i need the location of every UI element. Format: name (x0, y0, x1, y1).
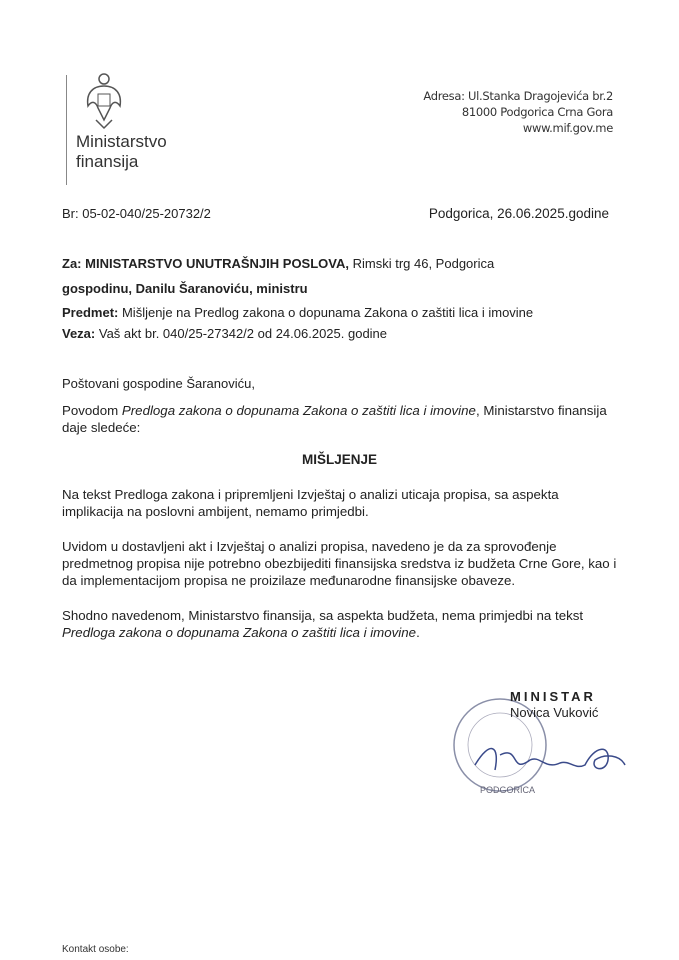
subject-text: Mišljenje na Predlog zakona o dopunama Zakona o zaštiti lica i imovine (118, 305, 534, 320)
stamp-city: PODGORICA (480, 785, 536, 795)
signatory-title: MINISTAR (510, 689, 596, 704)
contact-label: Kontakt osobe: (62, 944, 129, 955)
opinion-heading: MIŠLJENJE (301, 452, 378, 467)
handwritten-signature-icon (470, 735, 630, 780)
veza-label: Veza: (62, 326, 96, 341)
subject-label: Predmet: (62, 305, 119, 320)
recipient-org: MINISTARSTVO UNUTRAŠNJIH POSLOVA, (85, 256, 349, 271)
za-label: Za: (62, 256, 82, 271)
place-date: Podgorica, 26.06.2025.godine (428, 206, 609, 221)
header-divider (66, 75, 67, 185)
recipient-line (62, 256, 494, 271)
veza-text: Vaš akt br. 040/25-27342/2 od 24.06.2025. godine (95, 326, 388, 341)
paragraph-1: Na tekst Predloga zakona i pripremljeni Izvještaj o analizi uticaja propisa, sa aspekta implikacija na poslovni ambijent, nemamo primjedbi. (62, 487, 559, 519)
intro-law-title: Predloga zakona o dopunama Zakona o zaštiti lica i imovine (121, 403, 476, 418)
coat-of-arms-icon (82, 72, 126, 130)
signatory-name: Novica Vuković (510, 705, 599, 720)
paragraph-3-end: . (416, 625, 420, 640)
intro-text-end: , Ministarstvo finansija daje sledeće: (62, 403, 607, 435)
paragraph-3-law-title: Predloga zakona o dopunama Zakona o zaštiti lica i imovine (62, 625, 417, 640)
recipient-address: Rimski trg 46, Podgorica (349, 256, 495, 271)
intro-paragraph (62, 402, 618, 436)
paragraph-3 (62, 607, 618, 641)
website-link[interactable]: www.mif.gov.me (522, 121, 613, 135)
ministry-name (76, 132, 167, 172)
intro-text: Povodom (62, 403, 122, 418)
reference-number: Br: 05-02-040/25-20732/2 (62, 206, 211, 221)
paragraph-2: Uvidom u dostavljeni akt i Izvještaj o analizi propisa, navedeno je da za sprovođenje predmetnog propisa nije potrebno obezbijediti finansijska sredstva iz budžeta Crne Gore, kao i da implementacijom propisa ne proizilaze međunarodne finansijske obaveze. (62, 539, 617, 588)
reference-line (62, 326, 387, 341)
address-street: Adresa: Ul.Stanka Dragojevića br.2 (423, 89, 613, 103)
addressee: gospodinu, Danilu Šaranoviću, ministru (62, 281, 308, 296)
signature-block (510, 689, 598, 721)
address-city: 81000 Podgorica Crna Gora (461, 105, 613, 119)
ministry-name-line1: Ministarstvo (76, 132, 167, 151)
ministry-name-line2: finansija (76, 152, 139, 171)
address-block (423, 88, 613, 136)
paragraph-3-text: Shodno navedenom, Ministarstvo finansija, sa aspekta budžeta, nema primjedbi na tekst (62, 608, 584, 623)
subject-line (62, 305, 533, 320)
salutation: Poštovani gospodine Šaranoviću, (62, 376, 255, 391)
